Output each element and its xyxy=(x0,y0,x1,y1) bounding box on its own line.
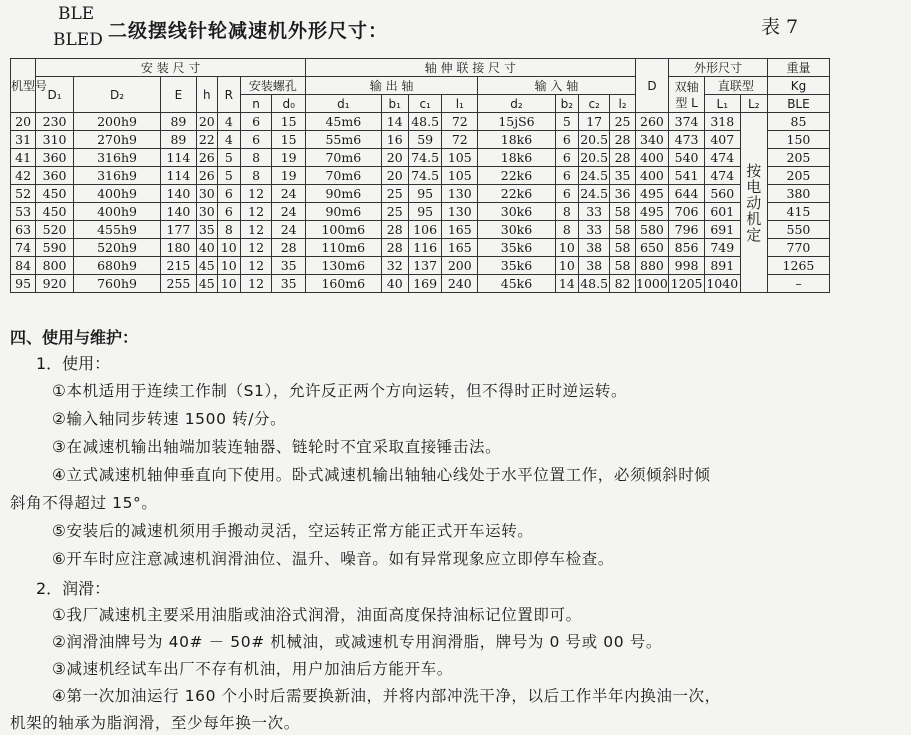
table-cell: 36 xyxy=(610,185,635,203)
table-cell: 520h9 xyxy=(73,239,160,257)
table-cell: 160m6 xyxy=(306,275,382,293)
col-l1: l₁ xyxy=(442,95,478,113)
table-cell: 450 xyxy=(36,203,74,221)
table-cell: 169 xyxy=(408,275,442,293)
table-cell: 856 xyxy=(669,239,705,257)
table-cell: 495 xyxy=(635,185,669,203)
table-cell: 26 xyxy=(196,167,217,185)
table-cell: 1265 xyxy=(767,257,829,275)
table-row xyxy=(11,239,830,257)
col-c2: c₂ xyxy=(578,95,609,113)
table-cell: 72 xyxy=(442,131,478,149)
table-number: 表 7 xyxy=(761,16,799,38)
col-D2: D₂ xyxy=(73,77,160,113)
table-cell: 650 xyxy=(635,239,669,257)
table-cell: 680h9 xyxy=(73,257,160,275)
table-cell: 30 xyxy=(196,203,217,221)
use-item-4: ④立式减速机轴伸垂直向下使用。卧式减速机输出轴轴心线处于水平位置工作，必须倾斜时倾 xyxy=(52,466,711,484)
col-double-shaft-L: 双轴型 L xyxy=(669,77,705,113)
table-cell: 105 xyxy=(442,149,478,167)
use-title: 1．使用： xyxy=(36,354,111,373)
col-b2: b₂ xyxy=(555,95,578,113)
table-cell: 1205 xyxy=(670,275,703,291)
table-cell: 35k6 xyxy=(478,239,556,257)
table-row xyxy=(11,131,830,149)
table-cell: 35 xyxy=(610,167,635,185)
table-cell: 601 xyxy=(704,203,740,221)
table-cell: 70m6 xyxy=(306,167,382,185)
table-cell: 28 xyxy=(381,239,408,257)
table-row xyxy=(11,221,830,239)
lube-item-4-continued: 机架的轴承为脂润滑，至少每年换一次。 xyxy=(10,714,300,732)
table-cell: 41 xyxy=(11,149,36,167)
table-cell: 6 xyxy=(555,167,578,185)
table-cell: 12 xyxy=(240,203,271,221)
table-cell: 400h9 xyxy=(73,185,160,203)
table-cell: 540 xyxy=(669,149,705,167)
lube-item-1: ①我厂减速机主要采用油脂或油浴式润滑，油面高度保持油标记位置即可。 xyxy=(52,606,582,624)
col-h: h xyxy=(196,77,217,113)
table-cell: 30k6 xyxy=(478,203,556,221)
table-cell: 22k6 xyxy=(478,167,556,185)
table-row xyxy=(11,149,830,167)
table-cell: 215 xyxy=(161,257,197,275)
col-E: E xyxy=(161,77,197,113)
table-cell: 22k6 xyxy=(478,185,556,203)
table-cell: 165 xyxy=(442,221,478,239)
table-cell: 400 xyxy=(635,149,669,167)
table-cell: 1000 xyxy=(636,275,668,291)
table-cell: 165 xyxy=(442,239,478,257)
table-cell: 84 xyxy=(11,257,36,275)
table-cell: 90m6 xyxy=(306,203,382,221)
table-cell: 28 xyxy=(610,149,635,167)
table-cell: 8 xyxy=(555,221,578,239)
table-cell: 6 xyxy=(217,203,240,221)
col-d1: d₁ xyxy=(306,95,382,113)
col-header-install: 安 装 尺 寸 xyxy=(36,59,306,77)
table-cell: 52 xyxy=(11,185,36,203)
table-cell: 74.5 xyxy=(408,167,442,185)
table-cell: 800 xyxy=(36,257,74,275)
lube-item-4: ④第一次加油运行 160 个小时后需要换新油，并将内部冲洗干净，以后工作半年内换油一次， xyxy=(52,687,721,705)
col-header-direct: 直联型 xyxy=(704,77,767,95)
col-R: R xyxy=(217,77,240,113)
table-cell: 920 xyxy=(36,275,74,293)
table-cell: 26 xyxy=(196,149,217,167)
table-cell: 74.5 xyxy=(408,149,442,167)
col-header-bolt: 安装螺孔 xyxy=(240,77,305,95)
col-b1: b₁ xyxy=(381,95,408,113)
col-l2: l₂ xyxy=(610,95,635,113)
table-cell: 85 xyxy=(767,113,829,131)
table-cell: 200h9 xyxy=(73,113,160,131)
table-row xyxy=(11,275,830,293)
header xyxy=(0,0,911,56)
table-cell: 5 xyxy=(217,167,240,185)
table-cell: 495 xyxy=(635,203,669,221)
table-cell: 15 xyxy=(272,113,306,131)
use-item-3: ③在减速机输出轴端加装连轴器、链轮时不宜采取直接锤击法。 xyxy=(52,438,502,456)
table-cell: 30k6 xyxy=(478,221,556,239)
table-cell: 644 xyxy=(669,185,705,203)
lube-item-3: ③减速机经试车出厂不存有机油，用户加油后方能开车。 xyxy=(52,660,453,678)
table-cell: 12 xyxy=(240,275,271,293)
table-cell: 130 xyxy=(442,203,478,221)
table-cell: 4 xyxy=(217,113,240,131)
table-cell: 455h9 xyxy=(73,221,160,239)
table-cell: 140 xyxy=(161,185,197,203)
table-cell: 130 xyxy=(442,185,478,203)
table-cell: 8 xyxy=(240,149,271,167)
table-cell: 205 xyxy=(767,167,829,185)
table-cell: 58 xyxy=(610,203,635,221)
model-code-ble: BLE xyxy=(58,4,95,24)
table-cell: 580 xyxy=(635,221,669,239)
model-code-bled: BLED xyxy=(53,30,103,50)
table-cell: 38 xyxy=(578,257,609,275)
use-item-2: ②输入轴同步转速 1500 转/分。 xyxy=(52,410,287,428)
table-cell: 72 xyxy=(442,113,478,131)
dimension-table xyxy=(10,58,830,293)
table-cell: 450 xyxy=(36,185,74,203)
table-cell: 10 xyxy=(555,239,578,257)
table-cell: 8 xyxy=(240,167,271,185)
table-cell: 20.5 xyxy=(580,131,609,147)
col-n: n xyxy=(240,95,271,113)
table-cell: 8 xyxy=(555,203,578,221)
use-item-1: ①本机适用于连续工作制（S1），允许反正两个方向运转，但不得时正时逆运转。 xyxy=(52,382,628,400)
col-header-outline: 外形尺寸 xyxy=(669,59,768,77)
table-cell: 316h9 xyxy=(73,149,160,167)
table-cell: 82 xyxy=(610,275,635,293)
table-cell: 6 xyxy=(555,131,578,149)
table-cell: 998 xyxy=(669,257,705,275)
table-cell: 240 xyxy=(442,275,478,293)
col-d0: d₀ xyxy=(272,95,306,113)
table-cell: 28 xyxy=(272,239,306,257)
table-cell: 24 xyxy=(272,185,306,203)
table-cell: 400 xyxy=(635,167,669,185)
table-cell: 14 xyxy=(555,275,578,293)
table-cell: 45k6 xyxy=(478,275,556,293)
table-cell: 18k6 xyxy=(478,131,556,149)
use-item-6: ⑥开车时应注意减速机润滑油位、温升、噪音。如有异常现象应立即停车检查。 xyxy=(52,550,614,568)
table-cell: 360 xyxy=(36,167,74,185)
table-cell: 40 xyxy=(381,275,408,293)
table-cell: 150 xyxy=(767,131,829,149)
table-cell: 28 xyxy=(610,131,635,149)
table-cell: 110m6 xyxy=(306,239,382,257)
lube-item-2: ②润滑油牌号为 40# － 50# 机械油，或减速机专用润滑脂，牌号为 0 号或 00 号。 xyxy=(52,633,662,651)
col-c1: c₁ xyxy=(408,95,442,113)
table-cell: 760h9 xyxy=(73,275,160,293)
table-cell: 10 xyxy=(217,239,240,257)
table-cell: 58 xyxy=(610,239,635,257)
table-cell: 796 xyxy=(669,221,705,239)
table-cell: 891 xyxy=(704,257,740,275)
table-cell: 12 xyxy=(240,257,271,275)
table-cell: 318 xyxy=(704,113,740,131)
table-cell: 33 xyxy=(578,221,609,239)
table-cell: 116 xyxy=(408,239,442,257)
table-cell: 45 xyxy=(196,275,217,293)
table-cell: 12 xyxy=(240,185,271,203)
table-cell: 380 xyxy=(767,185,829,203)
table-cell: 14 xyxy=(381,113,408,131)
table-cell: 205 xyxy=(767,149,829,167)
table-cell: 53 xyxy=(11,203,36,221)
table-cell: 4 xyxy=(217,131,240,149)
table-cell: 12 xyxy=(240,221,271,239)
table-cell: 10 xyxy=(217,275,240,293)
table-cell: 474 xyxy=(704,167,740,185)
table-cell: 5 xyxy=(217,149,240,167)
table-cell: 10 xyxy=(555,257,578,275)
table-cell: 35 xyxy=(272,257,306,275)
table-cell: 42 xyxy=(11,167,36,185)
use-item-5: ⑤安装后的减速机须用手搬动灵活，空运转正常方能正式开车运转。 xyxy=(52,522,534,540)
table-cell: – xyxy=(767,275,829,293)
table-cell: 749 xyxy=(704,239,740,257)
table-cell: 415 xyxy=(767,203,829,221)
table-row xyxy=(11,113,830,131)
table-cell: 691 xyxy=(704,221,740,239)
table-cell: 95 xyxy=(408,203,442,221)
table-cell: 106 xyxy=(408,221,442,239)
table-cell: 55m6 xyxy=(306,131,382,149)
table-cell: 45m6 xyxy=(306,113,382,131)
table-cell: 114 xyxy=(161,149,197,167)
col-header-shaft: 轴 伸 联 接 尺 寸 xyxy=(306,59,636,77)
table-cell: 24.5 xyxy=(580,167,609,183)
table-row xyxy=(11,203,830,221)
table-cell: 25 xyxy=(381,203,408,221)
col-header-model: 机型号 xyxy=(11,59,36,113)
table-cell: 12 xyxy=(240,239,271,257)
table-cell: 140 xyxy=(161,203,197,221)
col-D1: D₁ xyxy=(36,77,74,113)
col-header-weight: 重量 xyxy=(767,59,829,77)
table-cell: 6 xyxy=(217,185,240,203)
table-cell: 10 xyxy=(217,257,240,275)
table-cell: 89 xyxy=(161,113,197,131)
table-cell: 40 xyxy=(196,239,217,257)
table-cell: 30 xyxy=(196,185,217,203)
table-cell: 6 xyxy=(240,113,271,131)
table-cell: 45 xyxy=(196,257,217,275)
table-cell: 474 xyxy=(704,149,740,167)
table-cell: 407 xyxy=(704,131,740,149)
table-cell: 114 xyxy=(161,167,197,185)
table-cell: 35 xyxy=(196,221,217,239)
table-cell: 15 xyxy=(272,131,306,149)
table-cell: 16 xyxy=(381,131,408,149)
col-L2: L₂ xyxy=(740,95,767,113)
table-cell: 20.5 xyxy=(580,149,609,165)
section-heading: 四、使用与维护： xyxy=(10,328,139,347)
table-cell: 25 xyxy=(610,113,635,131)
table-cell: 770 xyxy=(767,239,829,257)
table-cell: 74 xyxy=(11,239,36,257)
table-cell: 400h9 xyxy=(73,203,160,221)
table-cell: 105 xyxy=(442,167,478,185)
table-cell: 38 xyxy=(578,239,609,257)
table-cell: 560 xyxy=(704,185,740,203)
table-cell: 130m6 xyxy=(306,257,382,275)
col-ble: BLE xyxy=(767,95,829,113)
table-cell: 200 xyxy=(442,257,478,275)
col-header-D: D xyxy=(635,59,669,113)
table-cell: 230 xyxy=(36,113,74,131)
table-cell: 89 xyxy=(161,131,197,149)
table-cell: 706 xyxy=(669,203,705,221)
table-cell: 31 xyxy=(11,131,36,149)
table-cell: 360 xyxy=(36,149,74,167)
table-cell: 58 xyxy=(610,221,635,239)
lube-title: 2．润滑： xyxy=(36,579,111,598)
table-cell: 17 xyxy=(578,113,609,131)
table-cell: 19 xyxy=(272,149,306,167)
page-title: 二级摆线针轮减速机外形尺寸： xyxy=(108,20,389,42)
table-cell: 270h9 xyxy=(73,131,160,149)
table-cell: 18k6 xyxy=(478,149,556,167)
table-cell: 5 xyxy=(555,113,578,131)
table-cell: 35k6 xyxy=(478,257,556,275)
table-cell: 90m6 xyxy=(306,185,382,203)
table-cell: 15jS6 xyxy=(478,113,556,131)
table-cell: 310 xyxy=(36,131,74,149)
table-cell: 19 xyxy=(272,167,306,185)
table-cell: 374 xyxy=(669,113,705,131)
table-row xyxy=(11,185,830,203)
table-cell: 6 xyxy=(555,185,578,203)
table-cell: 520 xyxy=(36,221,74,239)
table-cell: 550 xyxy=(767,221,829,239)
table-cell: 20 xyxy=(381,149,408,167)
table-cell: 20 xyxy=(11,113,36,131)
table-cell: 95 xyxy=(11,275,36,293)
table-cell: 24 xyxy=(272,221,306,239)
table-cell: 473 xyxy=(669,131,705,149)
table-cell: 24 xyxy=(272,203,306,221)
table-cell: 25 xyxy=(381,185,408,203)
table-cell: 20 xyxy=(196,113,217,131)
table-cell: 48.5 xyxy=(580,275,609,291)
table-cell: 1040 xyxy=(706,275,739,291)
table-row xyxy=(11,167,830,185)
col-d2: d₂ xyxy=(478,95,556,113)
table-cell: 180 xyxy=(161,239,197,257)
table-cell: 177 xyxy=(161,221,197,239)
table-cell: 20 xyxy=(381,167,408,185)
merged-note-cell: 按 电 动 机 定 xyxy=(740,113,767,293)
table-cell: 8 xyxy=(217,221,240,239)
table-cell: 316h9 xyxy=(73,167,160,185)
table-cell: 255 xyxy=(161,275,197,293)
table-cell: 6 xyxy=(240,131,271,149)
table-cell: 28 xyxy=(381,221,408,239)
table-cell: 22 xyxy=(196,131,217,149)
col-weight-unit: Kg xyxy=(767,77,829,95)
table-cell: 58 xyxy=(610,257,635,275)
table-cell: 590 xyxy=(36,239,74,257)
table-cell: 32 xyxy=(381,257,408,275)
table-cell: 541 xyxy=(669,167,705,185)
table-cell: 100m6 xyxy=(306,221,382,239)
table-cell: 880 xyxy=(635,257,669,275)
table-cell: 95 xyxy=(408,185,442,203)
table-cell: 6 xyxy=(555,149,578,167)
table-body xyxy=(11,113,830,293)
table-cell: 35 xyxy=(272,275,306,293)
table-cell: 24.5 xyxy=(580,185,609,201)
table-cell: 137 xyxy=(408,257,442,275)
table-cell: 48.5 xyxy=(408,113,442,131)
col-header-output-shaft: 输 出 轴 xyxy=(306,77,478,95)
table-row xyxy=(11,257,830,275)
table-cell: 70m6 xyxy=(306,149,382,167)
table-cell: 63 xyxy=(11,221,36,239)
table-cell: 340 xyxy=(635,131,669,149)
use-item-4-continued: 斜角不得超过 15°。 xyxy=(10,494,158,512)
col-L1: L₁ xyxy=(704,95,740,113)
col-header-input-shaft: 输 入 轴 xyxy=(478,77,636,95)
table-cell: 59 xyxy=(408,131,442,149)
table-cell: 33 xyxy=(578,203,609,221)
table-cell: 260 xyxy=(635,113,669,131)
